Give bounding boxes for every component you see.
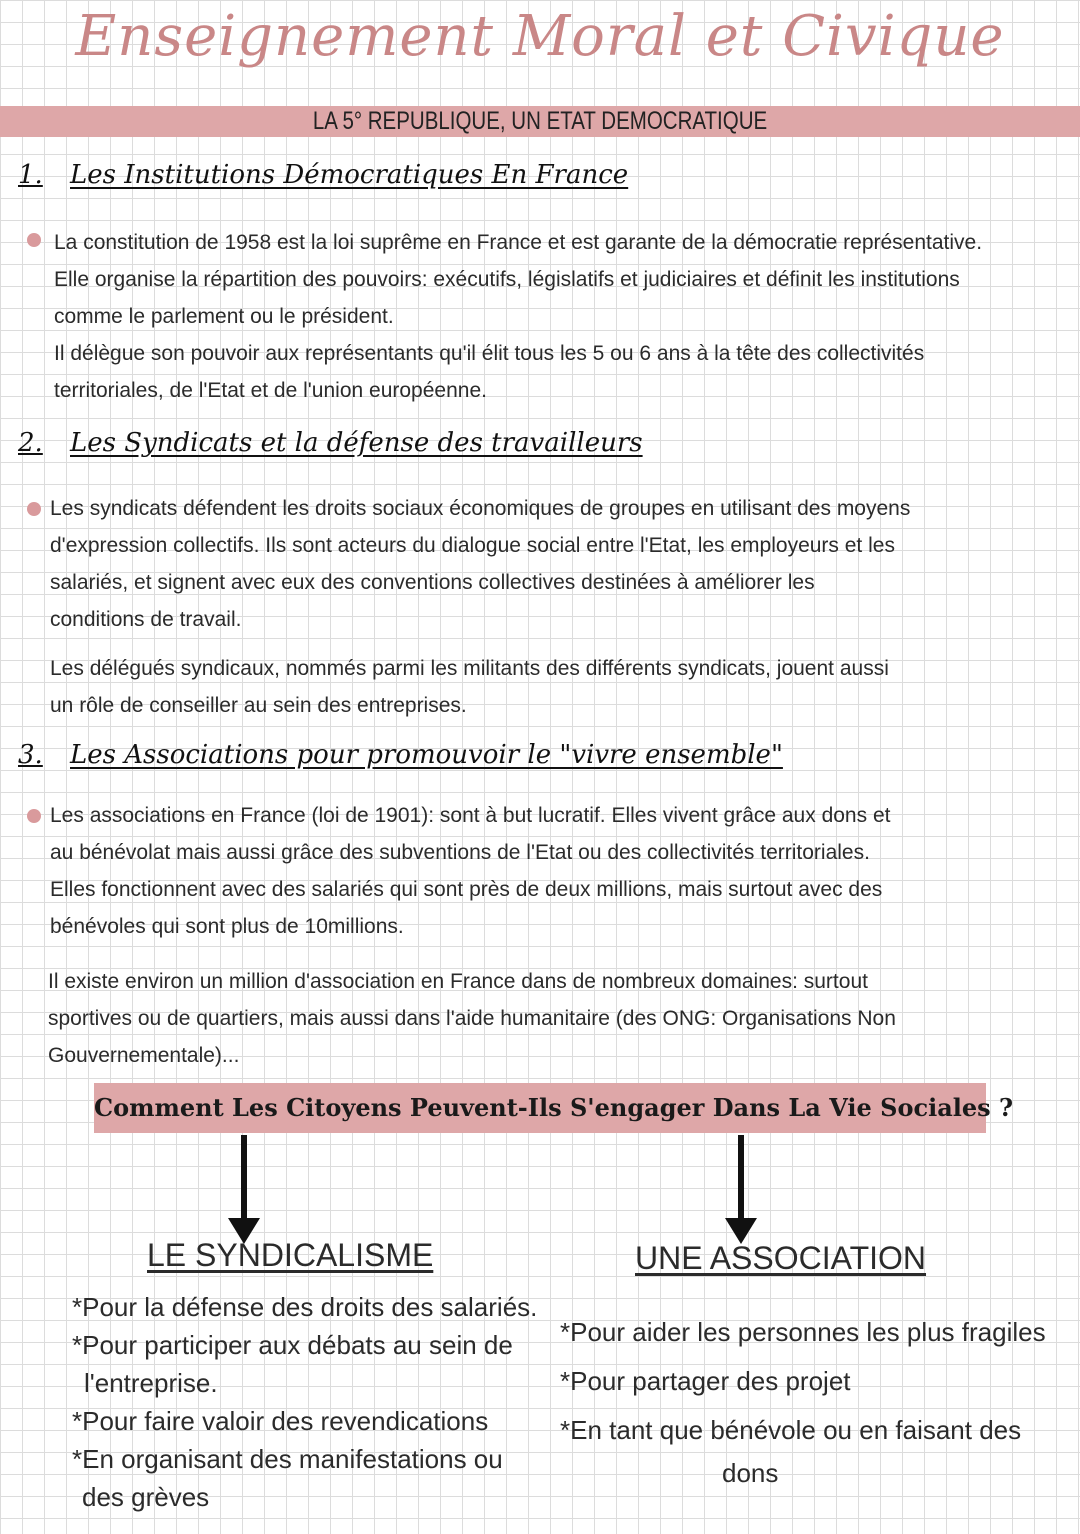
bullet-icon: [27, 502, 41, 516]
bullet-icon: [27, 809, 41, 823]
bullet-icon: [27, 233, 41, 247]
list-item: *Pour partager des projet: [560, 1366, 851, 1396]
list-item: *En tant que bénévole ou en faisant des: [560, 1415, 1022, 1445]
section-3-paragraph-1: [50, 797, 890, 945]
text-line: d'expression collectifs. Ils sont acteurs du dialogue social entre l'Etat, les employeurs et les: [50, 534, 895, 557]
section-2-paragraph-1: [50, 490, 910, 638]
list-item: *Pour faire valoir des revendications: [72, 1406, 489, 1436]
section-number: 2.: [18, 428, 43, 458]
text-line: bénévoles qui sont plus de 10millions.: [50, 915, 404, 938]
text-line: comme le parlement ou le président.: [54, 305, 394, 328]
section-2-paragraph-2: [50, 650, 889, 724]
syndicalisme-list: [72, 1288, 537, 1516]
list-item: *Pour aider les personnes les plus fragiles: [560, 1317, 1046, 1347]
section-title: Les Institutions Démocratiques En France: [70, 160, 629, 190]
text-line: au bénévolat mais aussi grâce des subventions de l'Etat ou des collectivités territoriales.: [50, 841, 870, 864]
list-item: *Pour la défense des droits des salariés.: [72, 1292, 538, 1322]
section-heading-2: [18, 428, 643, 458]
list-item: *En organisant des manifestations ou: [72, 1444, 503, 1474]
list-item: *Pour participer aux débats au sein de: [72, 1330, 513, 1360]
text-line: salariés, et signent avec eux des conventions collectives destinées à améliorer les: [50, 571, 815, 594]
section-title: Les Associations pour promouvoir le "vivre ensemble": [70, 740, 783, 770]
page-title: Enseignement Moral et Civique: [75, 4, 1005, 69]
text-line: sportives ou de quartiers, mais aussi dans l'aide humanitaire (des ONG: Organisations Non: [48, 1007, 896, 1030]
text-line: Elle organise la répartition des pouvoirs: exécutifs, législatifs et judiciaires et définit les institutions: [54, 268, 960, 291]
column-title-syndicalisme: LE SYNDICALISME: [147, 1237, 434, 1273]
text-line: Les syndicats défendent les droits sociaux économiques de groupes en utilisant des moyens: [50, 497, 911, 520]
text-line: La constitution de 1958 est la loi suprême en France et est garante de la démocratie représentative.: [54, 231, 983, 254]
section-heading-3: [18, 740, 783, 770]
page-subtitle: LA 5° REPUBLIQUE, UN ETAT DEMOCRATIQUE: [312, 107, 768, 135]
text-line: conditions de travail.: [50, 608, 242, 631]
section-number: 1.: [18, 160, 43, 190]
text-line: territoriales, de l'Etat et de l'union européenne.: [54, 379, 487, 402]
section-title: Les Syndicats et la défense des travailleurs: [70, 428, 643, 458]
association-list: [560, 1308, 1046, 1498]
list-item: des grèves: [82, 1482, 210, 1512]
section-3-paragraph-2: [48, 963, 896, 1074]
question-text: Comment Les Citoyens Peuvent-Ils S'engager Dans La Vie Sociales ?: [94, 1093, 1014, 1122]
text-line: un rôle de conseiller au sein des entreprises.: [50, 694, 467, 717]
arrow-right-shaft: [738, 1135, 744, 1225]
text-line: Il délègue son pouvoir aux représentants qu'il élit tous les 5 ou 6 ans à la tête des collectivités: [54, 342, 925, 365]
section-heading-1: [18, 160, 628, 190]
text-line: Elles fonctionnent avec des salariés qui sont près de deux millions, mais surtout avec des: [50, 878, 883, 901]
section-number: 3.: [18, 740, 43, 770]
section-1-paragraph: [54, 224, 982, 409]
arrow-left-shaft: [241, 1135, 247, 1225]
text-line: Les délégués syndicaux, nommés parmi les militants des différents syndicats, jouent aussi: [50, 657, 889, 680]
column-title-association: UNE ASSOCIATION: [635, 1240, 927, 1276]
list-item: dons: [722, 1458, 779, 1488]
text-line: Les associations en France (loi de 1901): sont à but lucratif. Elles vivent grâce aux dons et: [50, 804, 891, 827]
text-line: Il existe environ un million d'association en France dans de nombreux domaines: surtout: [48, 970, 868, 993]
list-item: l'entreprise.: [84, 1368, 218, 1398]
text-line: Gouvernementale)...: [48, 1044, 240, 1067]
